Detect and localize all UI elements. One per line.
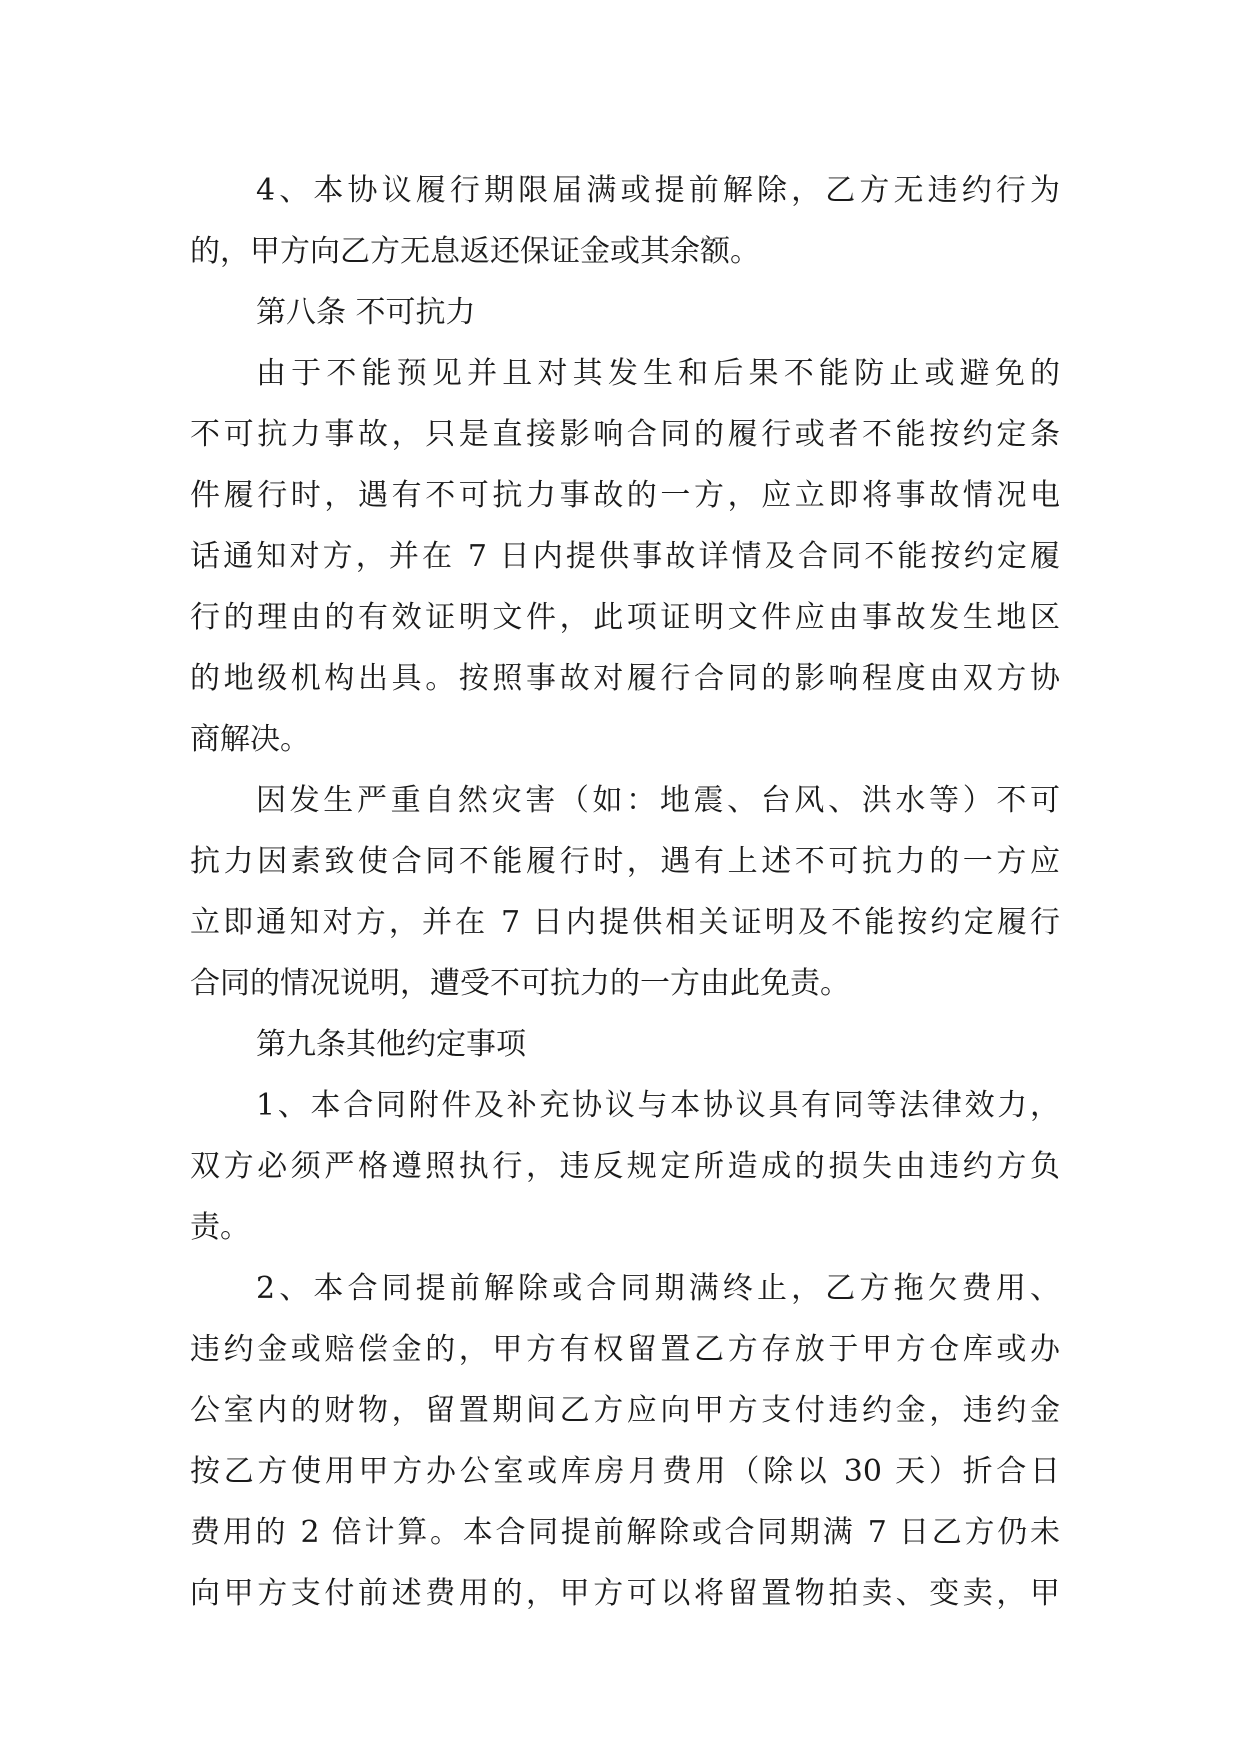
- section-heading: 第九条其他约定事项: [256, 1027, 526, 1062]
- paragraph-line: 费用的 2 倍计算。本合同提前解除或合同期满 7 日乙方仍未: [190, 1515, 1060, 1550]
- paragraph-line: 商解决。: [190, 722, 310, 757]
- document-body: [190, 160, 1060, 1624]
- paragraph-line: 1、本合同附件及补充协议与本协议具有同等法律效力，: [256, 1088, 1060, 1123]
- paragraph-line: 的，甲方向乙方无息返还保证金或其余额。: [190, 234, 760, 269]
- paragraph-line: 的地级机构出具。按照事故对履行合同的影响程度由双方协: [190, 661, 1060, 696]
- paragraph-line: 双方必须严格遵照执行，违反规定所造成的损失由违约方负: [190, 1149, 1060, 1184]
- paragraph-line: 抗力因素致使合同不能履行时，遇有上述不可抗力的一方应: [190, 844, 1060, 879]
- paragraph-line: 违约金或赔偿金的，甲方有权留置乙方存放于甲方仓库或办: [190, 1332, 1060, 1367]
- paragraph-line: 行的理由的有效证明文件，此项证明文件应由事故发生地区: [190, 600, 1060, 635]
- paragraph-line: 话通知对方，并在 7 日内提供事故详情及合同不能按约定履: [190, 539, 1060, 574]
- paragraph-line: 责。: [190, 1210, 250, 1245]
- section-heading: 第八条 不可抗力: [256, 295, 476, 330]
- paragraph-line: 2、本合同提前解除或合同期满终止，乙方拖欠费用、: [256, 1271, 1060, 1306]
- paragraph-line: 4、本协议履行期限届满或提前解除，乙方无违约行为: [256, 173, 1060, 208]
- paragraph-line: 因发生严重自然灾害（如：地震、台风、洪水等）不可: [256, 783, 1060, 818]
- paragraph-line: 由于不能预见并且对其发生和后果不能防止或避免的: [256, 356, 1060, 391]
- paragraph-line: 不可抗力事故，只是直接影响合同的履行或者不能按约定条: [190, 417, 1060, 452]
- paragraph-line: 向甲方支付前述费用的，甲方可以将留置物拍卖、变卖，甲: [190, 1576, 1060, 1611]
- paragraph-line: 按乙方使用甲方办公室或库房月费用（除以 30 天）折合日: [190, 1454, 1060, 1489]
- paragraph-line: 公室内的财物，留置期间乙方应向甲方支付违约金，违约金: [190, 1393, 1060, 1428]
- paragraph-line: 立即通知对方，并在 7 日内提供相关证明及不能按约定履行: [190, 905, 1060, 940]
- paragraph-line: 件履行时，遇有不可抗力事故的一方，应立即将事故情况电: [190, 478, 1060, 513]
- paragraph-line: 合同的情况说明，遭受不可抗力的一方由此免责。: [190, 966, 850, 1001]
